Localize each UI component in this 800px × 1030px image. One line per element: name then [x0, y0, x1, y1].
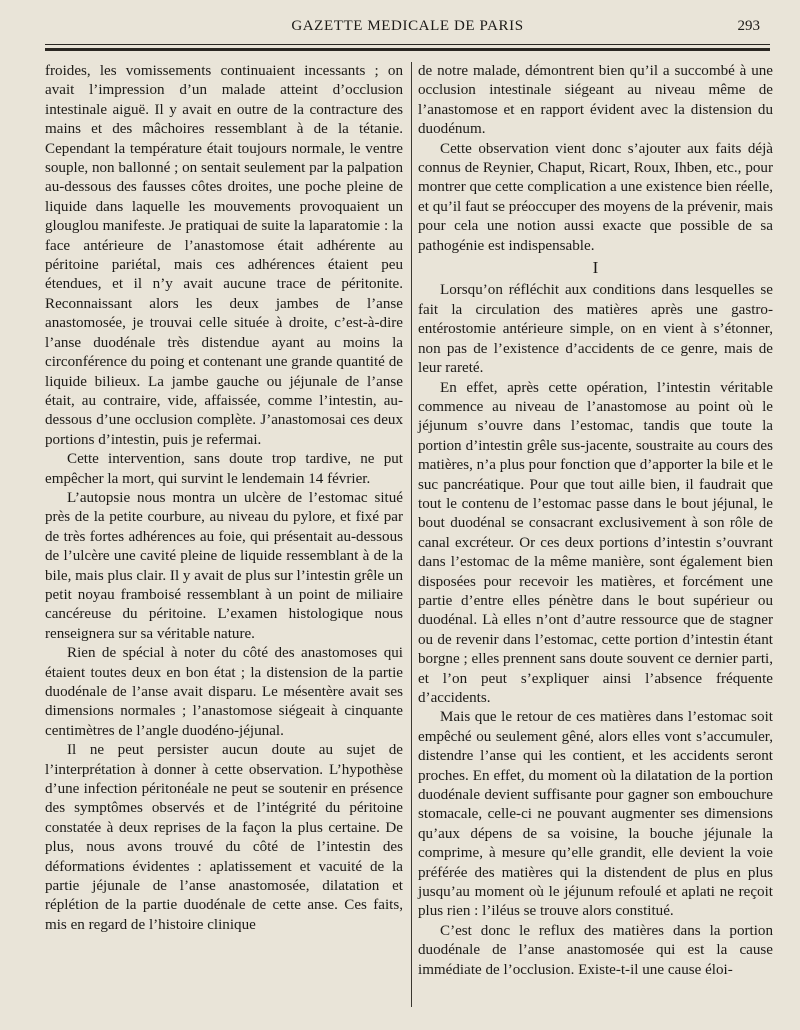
paragraph: L’autopsie nous montra un ulcère de l’estomac situé près de la petite courbure, au niveau du pylore, et fixé par de très fortes adhérences au foie, qui présentait au-dessous de l’ulcère une cavité pleine de liquide ressemblant à de la bile, mais plus clair. Il y avait de plus sur l’intestin grêle un petit noyau framboisé ressemblant à un point de miliaire cancéreuse du péritoine. L’examen histologique nous renseignera sur sa véritable nature.: [45, 489, 403, 642]
section-heading: I: [592, 258, 599, 278]
header-rule-thin: [45, 44, 770, 45]
left-column: [45, 62, 403, 935]
paragraph: En effet, après cette opération, l’intestin véritable commence au niveau de l’anastomose au point où le jéjunum s’ouvre dans l’estomac, tandis que toute la portion d’intestin grêle sus-jacente, soustraite au cours des matières, n’a plus pour fonction que d’apporter la bile et le suc pancréatique. Pour que tout aille bien, il faudrait que tout le contenu de l’estomac passe dans le bout jéjunal, le bout duodénal se consacrant exclusivement à son rôle de canal excréteur. Or ces deux portions d’intestin s’ouvrant dans l’estomac de la même manière, sont également bien disposées pour recevoir les matières, et forcément une partie d’entre elles pénètre dans le bout supérieur ou duodénal. Là elles n’ont d’autre ressource que de stagner ou de revenir dans l’estomac, cette portion d’intestin étant borgne ; elles prennent sans doute souvent ce dernier parti, et l’on peut s’expliquer ainsi l’absence fréquente d’accidents.: [418, 379, 773, 706]
paragraph: Il ne peut persister aucun doute au sujet de l’interprétation à donner à cette observation. L’hypothèse d’une infection péritonéale ne peut se soutenir en présence des symptômes observés et de l’intégrité du péritoine constatée à deux reprises de la façon la plus certaine. De plus, nous avons trouvé du côté de l’intestin des déformations évidentes : aplatissement et vacuité de la partie jéjunale de l’anse anastomosée, dilatation et réplétion de la partie duodénale de cette anse. Ces faits, mis en regard de l’histoire clinique: [45, 742, 403, 933]
paragraph: Mais que le retour de ces matières dans l’estomac soit empêché ou seulement gêné, alors elles vont s’accumuler, distendre l’anse qui les contient, et les accidents seront proches. En effet, du moment où la dilatation de la portion duodénale devient suffisante pour gagner son embouchure stomacale, celle-ci ne pouvant augmenter ses dimensions qu’aux dépens de sa voisine, la bouche jéjunale la comprime, à mesure qu’elle grandit, elle devient la voie préférée des matières qui la distendent de plus en plus jusqu’au moment où le jéjunum refoulé et aplati ne reçoit plus rien : l’iléus se trouve alors constitué.: [418, 709, 773, 920]
paragraph: de notre malade, démontrent bien qu’il a succombé à une occlusion intestinale siégeant au niveau même de l’anastomose et en rapport évident avec la distension du duodénum.: [418, 63, 773, 138]
header-rule-thick: [45, 48, 770, 51]
page-header: [45, 14, 770, 40]
column-divider: [411, 62, 412, 1007]
paragraph: C’est donc le reflux des matières dans la portion duodénale de l’anse anastomosée qui est la cause immédiate de l’occlusion. Existe-t-il une cause éloi-: [418, 922, 773, 978]
paragraph: Cette observation vient donc s’ajouter aux faits déjà connus de Reynier, Chaput, Ricart, Roux, Ihben, etc., pour montrer que cette complication a une existence bien réelle, et qu’il faut se préoccuper des moyens de la prévenir, mais pour cela une notion aussi exacte que possible de sa pathogénie est indispensable.: [418, 140, 773, 254]
paragraph: Cette intervention, sans doute trop tardive, ne put empêcher la mort, qui survint le lendemain 14 février.: [45, 451, 403, 487]
paragraph: Lorsqu’on réfléchit aux conditions dans lesquelles se fait la circulation des matières après une gastro-entérostomie antérieure simple, on en vient à s’étonner, non pas de l’existence d’accidents de ce genre, mais de leur rareté.: [418, 282, 773, 377]
right-column: [418, 62, 773, 980]
journal-title: GAZETTE MEDICALE DE PARIS: [291, 18, 524, 34]
paragraph: froides, les vomissements continuaient incessants ; on avait l’impression d’un malade atteint d’occlusion intestinale aiguë. Il y avait en outre de la contracture des mains et des mâchoires ressemblant à de la tétanie. Cependant la température était toujours normale, le ventre souple, non ballonné ; on sentait seulement par la palpation au-dessous des fausses côtes droites, une poche pleine de liquide dans laquelle les mouvements provoquaient un glouglou manifeste. Je pratiquai de suite la laparatomie : la face antérieure de l’anastomose était adhérente au péritoine pariétal, mais ces adhérences étaient peu étendues, et il n’y avait aucune trace de péritonite. Reconnaissant alors les deux jambes de l’anse anastomosée, je trouvai celle située à droite, c’est-à-dire l’anse duodénale très distendue ayant au moins la circonférence du poing et contenant une grande quantité de liquide bilieux. La jambe gauche ou jéjunale de l’anse était, au contraire, vide, affaissée, comme l’intestin, au-dessous d’une occlusion complète. J’anastomosai ces deux portions d’intestin, puis je refermai.: [45, 63, 403, 448]
page-number: 293: [737, 18, 760, 34]
paragraph: Rien de spécial à noter du côté des anastomoses qui étaient toutes deux en bon état ; la distension de la partie duodénale de l’anse avait disparu. Le mésentère avait ses dimensions normales ; l’anastomose siégeait à cinquante centimètres de l’angle duodéno-jéjunal.: [45, 645, 403, 739]
